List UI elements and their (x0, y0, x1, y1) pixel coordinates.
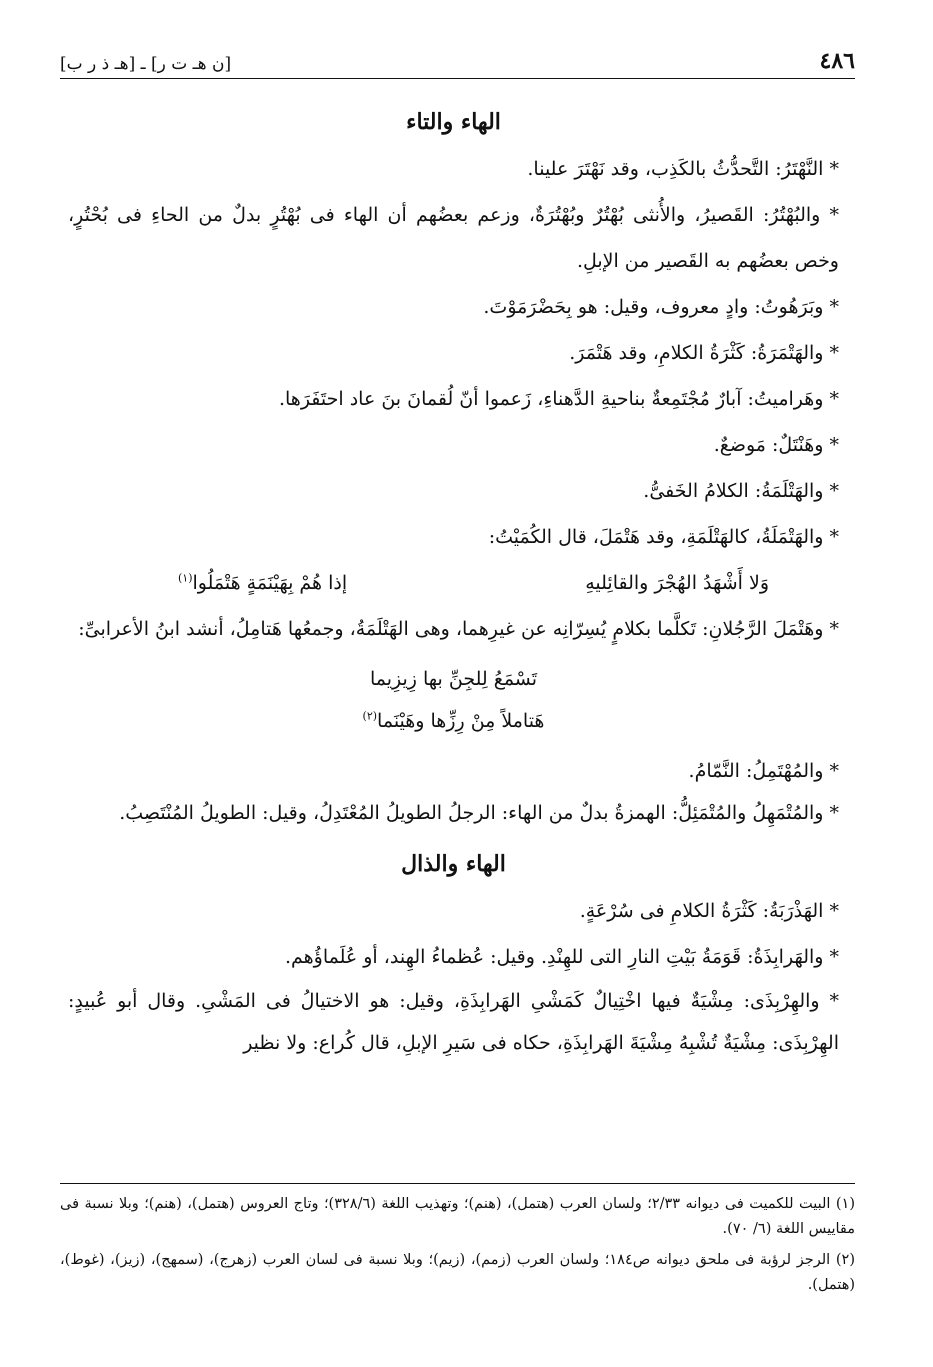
entry-haramit: * وهَراميتُ: آبارٌ مُجْتَمِعةٌ بناحيةِ الدَّهناءِ، زَعموا أنّ لُقمانَ بنَ عاد احتَفَرَها. (278, 388, 839, 410)
rajaz-line-1: تَسْمَعُ لِلجِنِّ بها زِيزِيما (369, 668, 538, 690)
entry-hatmara: * والهَتْمَرَةُ: كَثْرَةُ الكلامِ، وقد هَتْمَرَ. (569, 342, 839, 364)
page-header (60, 40, 855, 79)
footnotes (60, 1183, 855, 1304)
main-text (68, 98, 839, 1064)
entry-hatmala: * والهَتْمَلَةُ، كالهَتْلَمَةِ، وقد هَتْمَلَ، قال الكُمَيْتُ: (488, 526, 839, 548)
rajaz-line-2-text: هَتاملاً مِنْ رِزِّها وهَيْنَما (377, 710, 545, 732)
entry-hirbidha: * والهِرْبِذَى: مِشْيَةٌ فيها اخْتِيالٌ كَمَشْىِ الهَرابِذَةِ، وقيل: هو الاختيالُ فى المَشْىِ. وقال أبو عُبيدٍ: الهِرْبِذَى: مِشْيَةٌ تُشْبِهُ مِشْيَةَ الهَرابِذَةِ، حكاه فى سَيرِ الإبلِ، قال كُراع: ولا نظير (68, 990, 839, 1054)
rajaz-verse (68, 652, 839, 748)
page-number: ٤٨٦ (819, 48, 855, 74)
running-head: [ن هـ ت ر] ـ [هـ ذ ر ب] (60, 54, 232, 74)
poetry-verse (68, 560, 839, 606)
entry-barahut: * وبَرَهُوتُ: وادٍ معروف، وقيل: هو بِحَضْرَمَوْتَ. (483, 296, 839, 318)
rajaz-line-2 (68, 700, 839, 742)
verse-second-hemistich-text: إذا هُمْ بِهَيْنَمَةٍ هَتْمَلُوا (192, 572, 348, 594)
section-heading-ha-ta: الهاء والتاء (406, 109, 501, 135)
verse-first-hemistich: وَلا أَشْهَدُ الهُجْرَ والقائِليهِ (585, 572, 769, 594)
entry-muhtamil: * والمُهْتَمِلُ: النَّمّامُ. (688, 760, 839, 782)
footnote-2: (٢) الرجز لرؤبة فى ملحق ديوانه ص١٨٤؛ ولسان العرب (زمم)، (زيم)؛ وبلا نسبة فى لسان العرب (زهرج)، (سمهج)، (زيز)، (غوط)، (هتمل). (60, 1252, 855, 1293)
entry-harabidha: * والهَرابِذَةُ: قَوَمَةُ بَيْتِ النارِ التى للهِنْدِ. وقيل: عُظماءُ الهِند، أو عُلَماؤُهم. (284, 946, 839, 968)
section-heading-ha-dhal: الهاء والذال (401, 851, 506, 877)
footnote-mark-2: (٢) (362, 709, 378, 723)
verse-second-hemistich (178, 560, 347, 606)
entry-hatmala-rajulan: * وهَتْمَلَ الرَّجُلانِ: تَكلَّما بكلامٍ يُسِرّانِه عن غيرِهما، وهى الهَتْلَمَةُ، وجمعُها هَتامِلُ، أنشد ابنُ الأعرابىِّ: (78, 618, 839, 640)
entry-hadhraba: * الهَذْرَبَةُ: كَثْرَةُ الكلامِ فى سُرْعَةٍ. (579, 900, 839, 922)
entry-mutmahil: * والمُتْمَهِلُ والمُتْمَئِلُّ: الهمزةُ بدلٌ من الهاء: الرجلُ الطويلُ المُعْتَدِلُ، وقيل: الطويلُ المُنْتَصِبُ. (119, 802, 839, 824)
entry-buhtur: * والبُهْتُرُ: القَصيرُ، والأُنثى بُهْتُرٌ وبُهْتُرَةٌ، وزعم بعضُهم أن الهاء فى بُهْتُرٍ بدلٌ من الحاءِ فى بُحْتُرٍ، وخص بعضُهم به القَصير من الإبلِ. (68, 204, 839, 272)
entry-hantal: * وهَنْتَلٌ: مَوضعٌ. (713, 434, 839, 456)
footnote-mark-1: (١) (178, 571, 193, 585)
entry-hatlama: * والهَتْلَمَةُ: الكلامُ الخَفىُّ. (643, 480, 839, 502)
footnote-1: (١) البيت للكميت فى ديوانه ٢/٣٣؛ ولسان العرب (هتمل)، (هنم)؛ وتهذيب اللغة (٣٢٨/٦)؛ وتاج العروس (هتمل)، (هنم)؛ وبلا نسبة فى مقاييس اللغة (٦/ ٧٠). (60, 1196, 855, 1237)
entry-nahtar: * النَّهْتَرُ: التَّحدُّثُ بالكَذِب، وقد نَهْتَرَ علينا. (527, 158, 839, 180)
